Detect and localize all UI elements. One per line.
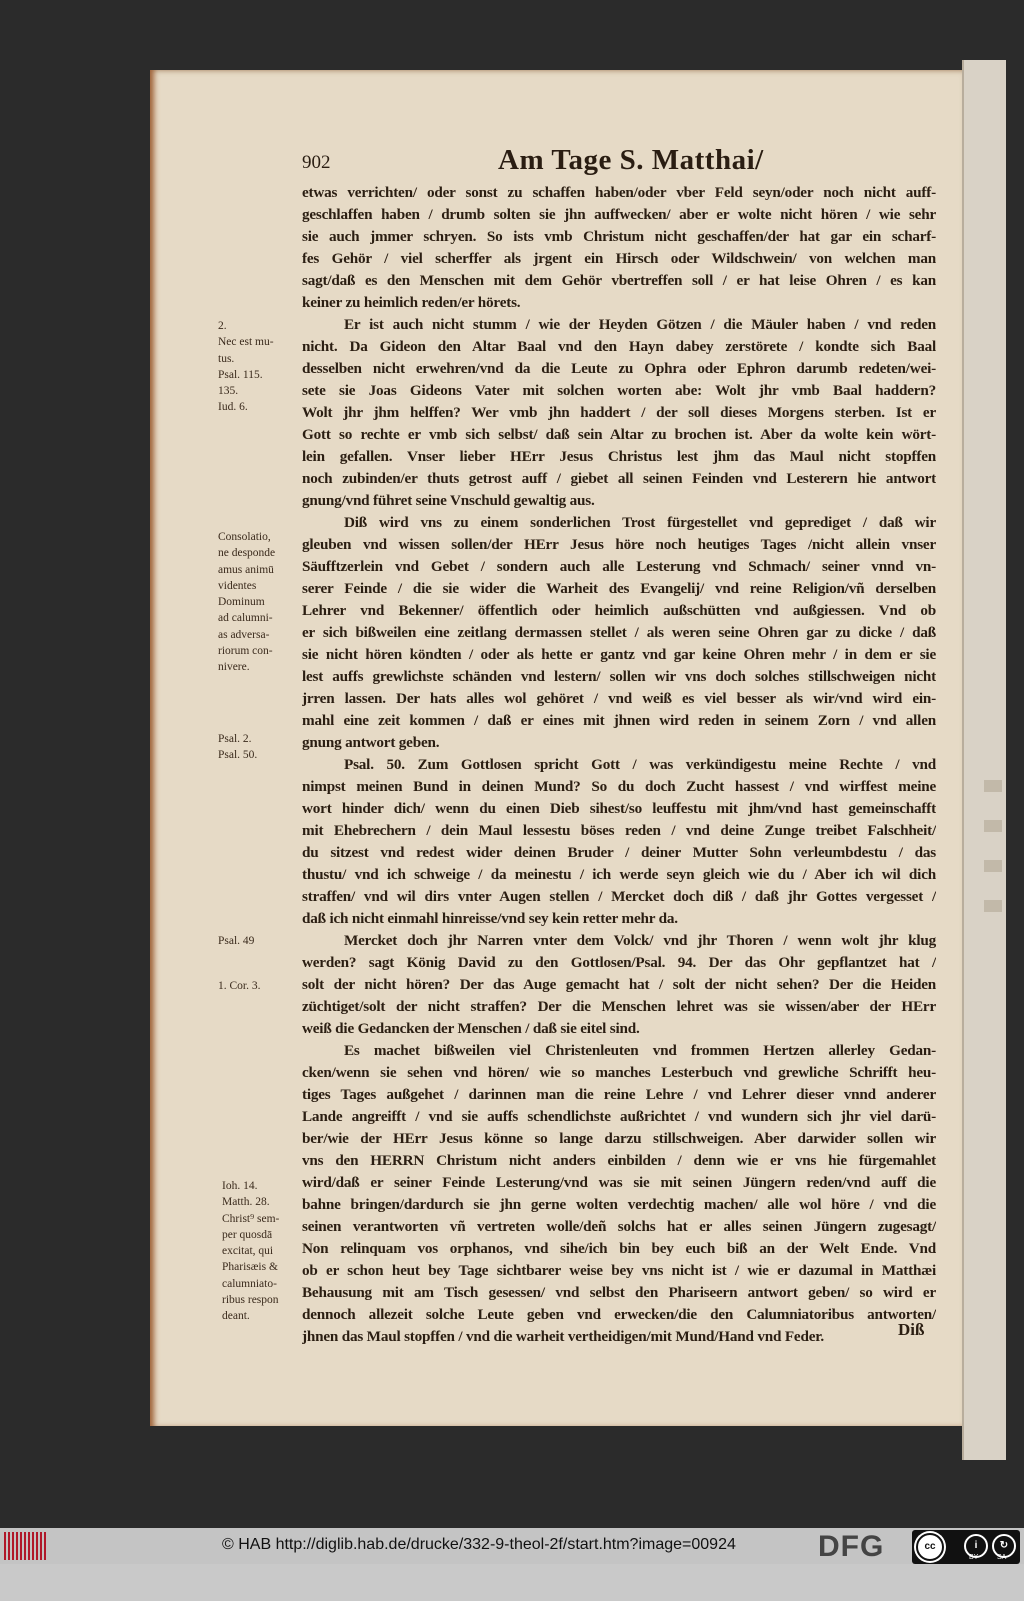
- margin-note-line: Psal. 50.: [218, 749, 258, 762]
- viewer-footer: [0, 1528, 1024, 1601]
- margin-note: [218, 318, 274, 416]
- hab-logo-icon[interactable]: [4, 1532, 48, 1560]
- text-line: sete sie Joas Gideons Vater mit solchen worten abe: Wolt jhr vmb Baal haddern?: [302, 382, 936, 399]
- margin-note-line: Dominum: [218, 596, 265, 609]
- margin-note-line: Pharisæis &: [222, 1261, 278, 1274]
- text-line: Lehrer vnd Bekenner/ öffentlich oder heimlich außschütten vnd außgiessen. Vnd ob: [302, 602, 936, 619]
- cc-license-badge[interactable]: [912, 1530, 1020, 1564]
- text-line: wort hinder dich/ wenn du einen Dieb sihest/so leuffestu mit jhm/vnd hast gemeinschafft: [302, 800, 936, 817]
- page-header: [300, 146, 940, 178]
- running-head: Am Tage S. Matthai/: [498, 144, 764, 176]
- body-text: [302, 182, 936, 1348]
- text-line: Mercket doch jhr Narren vnter dem Volck/ vnd jhr Thoren / wenn wolt jhr klug: [344, 932, 936, 949]
- margin-note-line: per quosdā: [222, 1228, 273, 1241]
- text-line: dennoch allezeit solche Leute geben vnd erwecken/die den Calumniatoribus antworten/: [302, 1306, 936, 1323]
- text-line: nimpst meinen Bund in deinen Mund? So du doch Zucht hassest / vnd wirffest meine: [302, 778, 936, 795]
- margin-note-line: 1. Cor. 3.: [218, 980, 261, 992]
- margin-note-line: riorum con-: [218, 645, 273, 658]
- text-line: nicht. Da Gideon den Altar Baal vnd den Hayn dabey zerstörete / kondte sich Baal: [302, 338, 936, 355]
- margin-note-line: 135.: [218, 385, 239, 398]
- text-line: lein gefallen. Vnser lieber HErr Jesus Christus lest jhm das Maul nicht stopffen: [302, 448, 936, 465]
- text-line: züchtiget/solt der nicht straffen? Der die Menschen lehret was sie wissen/aber der HErr: [302, 998, 936, 1015]
- text-line: etwas verrichten/ oder sonst zu schaffen haben/oder vber Feld seyn/oder noch nicht auff-: [302, 184, 936, 201]
- text-line: gnung/vnd führet seine Vnschuld gewaltig aus.: [302, 492, 595, 509]
- text-line: solt der nicht hören? Der das Auge gemacht hat / solt der nicht sehen? Der die Heiden: [302, 976, 936, 993]
- text-line: Er ist auch nicht stumm / wie der Heyden Götzen / die Mäuler haben / vnd reden: [344, 316, 936, 333]
- page-number: 902: [302, 152, 331, 173]
- margin-note-line: calumniato-: [222, 1277, 277, 1290]
- text-line: vns den HERRN Christum nicht anders einbilden / denn wie er vns hie fürgemahlet: [302, 1152, 936, 1169]
- margin-note-line: ne desponde: [218, 547, 276, 560]
- copyright-url[interactable]: © HAB http://diglib.hab.de/drucke/332-9-theol-2f/start.htm?image=00924: [222, 1536, 736, 1553]
- margin-note-line: Ioh. 14.: [222, 1180, 258, 1192]
- text-line: daß ich nicht einmahl hinreisse/vnd sey kein retter mehr da.: [302, 910, 678, 927]
- text-line: Wolt jhr jhm helffen? Wer vmb jhn haddert / der soll dieses Morgens sterben. Ist er: [302, 404, 936, 421]
- text-line: Säufftzerlein vnd Gebet / sondern auch alle Lesterung vnd Schmach/ seiner vnnd vn-: [302, 558, 936, 575]
- margin-note: [218, 529, 275, 676]
- text-line: sie nicht hören köndten / oder als hette er gantz vnd gar keine Ohren mehr / in dem er sie: [302, 646, 936, 663]
- text-line: sie auch jmmer schryen. So ists vmb Christum nicht geschaffen/der hat gar ein scharf-: [302, 228, 936, 245]
- text-line: cken/wenn sie sehen vnd hören/ wie so manches Lesterbuch vnd grewliche Schrifft heu-: [302, 1064, 936, 1081]
- margin-note: [218, 933, 254, 949]
- margin-note-line: excitat, qui: [222, 1245, 274, 1258]
- sa-label: SA: [997, 1554, 1007, 1561]
- margin-note-line: as adversa-: [218, 628, 270, 641]
- margin-note-line: Nec est mu-: [218, 336, 274, 349]
- text-line: geschlaffen haben / drumb solten sie jhn auffwecken/ aber er wolte nicht hören / wie sehr: [302, 206, 936, 223]
- text-line: er sich bißweilen eine zeitlang dermassen stellet / als weren seine Ohren gar zu dicke / daß: [302, 624, 936, 641]
- text-line: gleuben vnd wissen sollen/der HErr Jesus höre noch heutiges Tages /nicht allein vnser: [302, 536, 936, 553]
- margin-note-line: videntes: [218, 579, 257, 592]
- text-line: sagt/daß es den Menschen mit dem Gehör vbertreffen soll / er hat leise Ohren / es kan: [302, 272, 936, 289]
- text-line: serer Feinde / die sie wider die Warheit des Evangelij/ vnd reine Religion/vñ derselben: [302, 580, 936, 597]
- text-line: fes Gehör / viel scherffer als jrgent ein Hirsch oder Wildschwein/ von welchen man: [302, 250, 936, 267]
- margin-note: [218, 731, 257, 764]
- text-line: du sitzest vnd redest wider deinen Bruder / deiner Mutter Sohn verleumbdestu / das: [302, 844, 936, 861]
- text-line: lest auffs grewlichste schänden vnd lestern/ sollen wir vns doch solches stillschweigen nicht: [302, 668, 936, 685]
- text-line: Non relinquam vos orphanos, vnd sihe/ich bin bey euch biß an der Welt Ende. Vnd: [302, 1240, 936, 1257]
- text-line: Behausung mit am Tisch gesessen/ vnd selbst den Phariseern antwort geben/ so wird er: [302, 1284, 936, 1301]
- text-line: ber/wie der HErr Jesus könne so lange darzu stillschweigen. Aber darwider sollen wir: [302, 1130, 936, 1147]
- text-line: ob er schon heut bey Tage sichtbarer weise bey vns nicht ist / wie er dazumal in Matthæi: [302, 1262, 936, 1279]
- text-line: mahl eine zeit kommen / daß er eines mit jhnen wird reden in seinem Zorn / vnd allen: [302, 712, 936, 729]
- text-line: seinen verantworten vñ vertreten wolle/deñ solchs hat er alles seinen Jüngern zugesagt/: [302, 1218, 936, 1235]
- text-line: bahne bringen/dardurch sie jhn gerne wolten verdechtig machen/ alle wol höre / vnd die: [302, 1196, 936, 1213]
- text-line: straffen/ vnd wil dirs vnter Augen stellen / Mercket doch diß / daß jhr Gottes vergesset /: [302, 888, 936, 905]
- margin-note-line: deant.: [222, 1310, 250, 1323]
- margin-note-line: Psal. 49: [218, 935, 255, 947]
- text-line: tiges Tages außgehet / darinnen man die reine Lehre / vnd Lehrer dieser vnnd anderer: [302, 1086, 936, 1103]
- text-line: werden? sagt König David zu den Gottlosen/Psal. 94. Der das Ohr gepflantzet hat /: [302, 954, 936, 971]
- margin-note-line: ad calumni-: [218, 612, 273, 625]
- margin-note-line: Matth. 28.: [222, 1196, 270, 1209]
- sa-share-alike-icon: ↻: [992, 1534, 1016, 1558]
- text-line: jrren lassen. Der hats alles wol gehöret / vnd weiß es viel besser als wir/vnd wird ein-: [302, 690, 936, 707]
- text-line: desselben nicht erwehren/vnd da die Leute zu Ophra oder Ephron darumb redeten/wei-: [302, 360, 936, 377]
- by-label: BY: [969, 1554, 979, 1561]
- margin-note-line: nivere.: [218, 661, 250, 674]
- text-line: Es machet bißweilen viel Christenleuten vnd frommen Hertzen allerley Gedan-: [344, 1042, 936, 1059]
- text-line: mit Ehebrechern / dein Maul lessestu böses reden / vnd deine Zunge treibet Falschheit/: [302, 822, 936, 839]
- margin-note-line: tus.: [218, 352, 235, 365]
- text-line: Gott so rechte er vmb sich selbst/ daß sein Altar zu brochen ist. Aber da wolte kein wört-: [302, 426, 936, 443]
- text-line: gnung antwort geben.: [302, 734, 440, 751]
- margin-note-line: Christ⁹ sem-: [222, 1212, 280, 1225]
- text-line: Lande angreifft / vnd sie auffs schendlichste außrichtet / vnd wundern sich jhr viel darü-: [302, 1108, 936, 1125]
- text-line: noch zubinden/er thuts getrost auff / giebet all seinen Feinden vnd Lesterern hie antwort: [302, 470, 936, 487]
- margin-note: [218, 978, 261, 994]
- text-line: weiß die Gedancken der Menschen / daß sie eitel sind.: [302, 1020, 640, 1037]
- dfg-logo[interactable]: DFG: [818, 1530, 885, 1563]
- adjacent-page-edge: [962, 60, 1006, 1460]
- text-line: thustu/ vnd ich schweige / da meinestu / ich werde seyn gleich wie du / Aber ich wil dich: [302, 866, 936, 883]
- text-line: Diß wird vns zu einem sonderlichen Trost fürgestellet vnd geprediget / daß wir: [344, 514, 936, 531]
- margin-note-line: Psal. 2.: [218, 733, 252, 745]
- margin-note-line: Psal. 115.: [218, 368, 263, 381]
- margin-note-line: amus animū: [218, 563, 274, 576]
- text-line: keiner zu heimlich reden/er hörets.: [302, 294, 521, 311]
- margin-note: [222, 1178, 279, 1325]
- cc-icon: cc: [916, 1533, 944, 1561]
- margin-note-line: Iud. 6.: [218, 401, 248, 414]
- by-attribution-icon: i: [964, 1534, 988, 1558]
- margin-note-line: 2.: [218, 320, 227, 332]
- text-line: jhnen das Maul stopffen / vnd die warheit vertheidigen/mit Mund/Hand vnd Feder.: [302, 1328, 825, 1345]
- text-line: wird/daß er seiner Feinde Lesterung/vnd was sie mit seinen Jüngern reden/vnd auff die: [302, 1174, 936, 1191]
- margin-note-line: Consolatio,: [218, 531, 271, 543]
- text-line: Psal. 50. Zum Gottlosen spricht Gott / was verkündigestu meine Rechte / vnd: [344, 756, 936, 773]
- margin-note-line: ribus respon: [222, 1294, 279, 1307]
- catchword: Diß: [898, 1320, 925, 1339]
